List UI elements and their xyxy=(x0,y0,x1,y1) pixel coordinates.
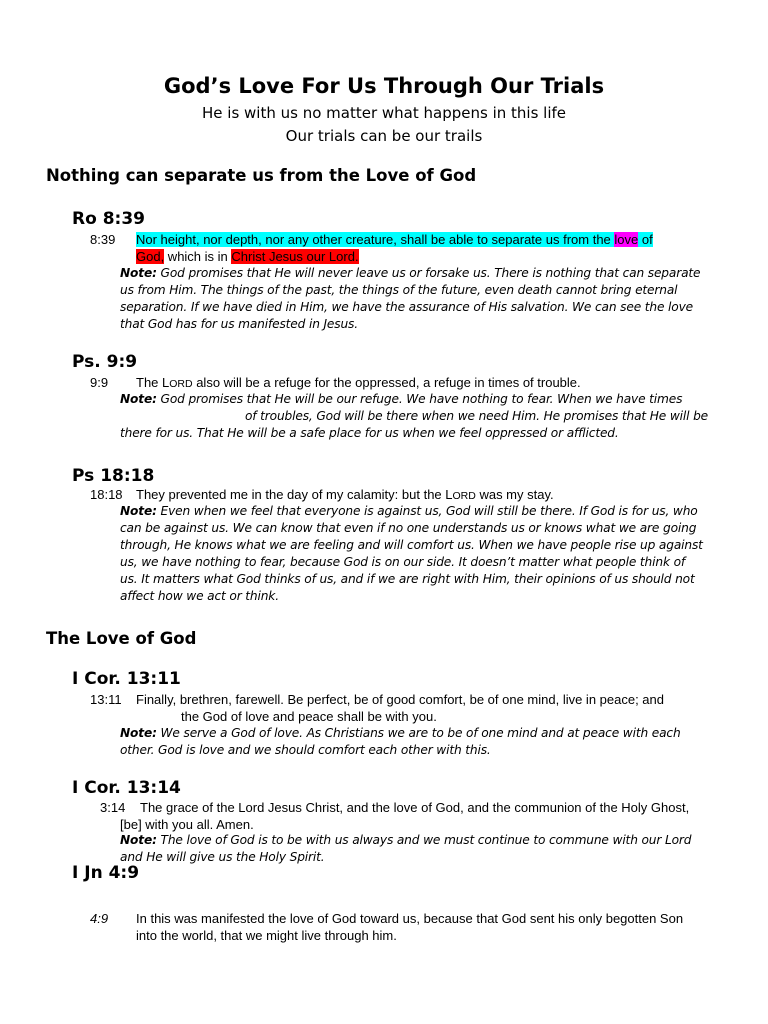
verse-text xyxy=(136,375,696,393)
note-line: can be against us. We can know that even if no one understands us or knows what we are going xyxy=(120,521,697,535)
note-label: Note: xyxy=(120,392,157,406)
note-label: Note: xyxy=(120,833,157,847)
scripture-reference: I Cor. 13:14 xyxy=(72,778,181,798)
note-line: us from Him. The things of the past, the things of the future, even death cannot bring eternal xyxy=(120,283,678,297)
verse-text xyxy=(120,800,730,833)
verse-number: 8:39 xyxy=(90,232,116,247)
verse-line: The grace of the Lord Jesus Christ, and the love of God, and the communion of the Holy Ghost, xyxy=(140,800,690,815)
small-caps-fragment: ORD xyxy=(169,378,193,390)
note-line: and He will give us the Holy Spirit. xyxy=(120,850,325,864)
verse-text xyxy=(136,487,696,505)
verse-line: into the world, that we might live through him. xyxy=(136,927,397,943)
note xyxy=(120,391,730,442)
scripture-reference: I Jn 4:9 xyxy=(72,863,140,883)
note-label: Note: xyxy=(120,504,157,518)
scripture-reference: Ps. 9:9 xyxy=(72,352,138,372)
verse-number: 18:18 xyxy=(90,487,123,502)
note-line: God promises that He will be our refuge. We have nothing to fear. When we have times xyxy=(160,392,683,406)
verse-line: Finally, brethren, farewell. Be perfect, be of good comfort, be of one mind, live in peace; and xyxy=(136,692,664,707)
note xyxy=(120,503,730,605)
verse-fragment: also will be a refuge for the oppressed, a refuge in times of trouble. xyxy=(192,375,581,390)
document-subtitle: Our trials can be our trails xyxy=(285,127,483,145)
verse-line: In this was manifested the love of God toward us, because that God sent his only begotten Son xyxy=(136,911,684,926)
note-line: separation. If we have died in Him, we have the assurance of His salvation. We can see the love xyxy=(120,300,694,314)
scripture-reference: Ro 8:39 xyxy=(72,209,145,229)
verse-line: the God of love and peace shall be with you. xyxy=(181,708,437,724)
verse-fragment: was my stay. xyxy=(475,487,554,502)
verse-fragment: The L xyxy=(136,375,170,390)
highlight-cyan: Nor height, nor depth, nor any other creature, shall be able to separate us from the xyxy=(136,232,615,247)
note-line: affect how we act or think. xyxy=(120,589,279,603)
note xyxy=(120,265,730,333)
highlight-cyan: of xyxy=(638,232,653,247)
verse-number: 3:14 xyxy=(100,800,126,815)
section-heading: The Love of God xyxy=(46,629,197,648)
verse-text xyxy=(136,692,716,725)
verse-text xyxy=(136,232,696,265)
document-subtitle: He is with us no matter what happens in this life xyxy=(202,104,566,122)
note-line: God promises that He will never leave us or forsake us. There is nothing that can separate xyxy=(160,266,701,280)
note-line: that God has for us manifested in Jesus. xyxy=(120,317,358,331)
note-line: The love of God is to be with us always and we must continue to commune with our Lord xyxy=(160,833,692,847)
verse-line: [be] with you all. Amen. xyxy=(120,816,254,832)
highlight-red: Christ Jesus our Lord. xyxy=(231,248,359,264)
verse-number: 9:9 xyxy=(90,375,109,390)
note-line: other. God is love and we should comfort each other with this. xyxy=(120,743,491,757)
note-line: We serve a God of love. As Christians we are to be of one mind and at peace with each xyxy=(160,726,681,740)
note xyxy=(120,725,730,759)
note-line: there for us. That He will be a safe place for us when we feel oppressed or afflicted. xyxy=(120,426,619,440)
note-line: us, we have nothing to fear, because God is on our side. It doesn’t matter what people think of xyxy=(120,555,686,569)
highlight-red: God, xyxy=(136,248,165,264)
verse-text xyxy=(136,911,726,944)
note-label: Note: xyxy=(120,726,157,740)
highlight-magenta: love xyxy=(614,232,639,247)
note-line: through, He knows what we are feeling and will comfort us. When we have people rise up against xyxy=(120,538,703,552)
small-caps-fragment: ORD xyxy=(452,490,476,502)
note-label: Note: xyxy=(120,266,157,280)
section-heading: Nothing can separate us from the Love of God xyxy=(46,166,477,185)
note xyxy=(120,832,730,866)
scripture-reference: Ps 18:18 xyxy=(72,466,155,486)
note-line: Even when we feel that everyone is against us, God will still be there. If God is for us, who xyxy=(160,504,698,518)
verse-number: 13:11 xyxy=(90,692,122,707)
verse-fragment: They prevented me in the day of my calamity: but the L xyxy=(136,487,453,502)
scripture-reference: I Cor. 13:11 xyxy=(72,669,181,689)
note-line: of troubles, God will be there when we need Him. He promises that He will be xyxy=(245,409,709,423)
note-line: us. It matters what God thinks of us, and if we are right with Him, their opinions of us should not xyxy=(120,572,695,586)
verse-fragment: which is in xyxy=(164,248,232,264)
verse-number: 4:9 xyxy=(90,911,109,926)
document-title: God’s Love For Us Through Our Trials xyxy=(163,74,605,98)
